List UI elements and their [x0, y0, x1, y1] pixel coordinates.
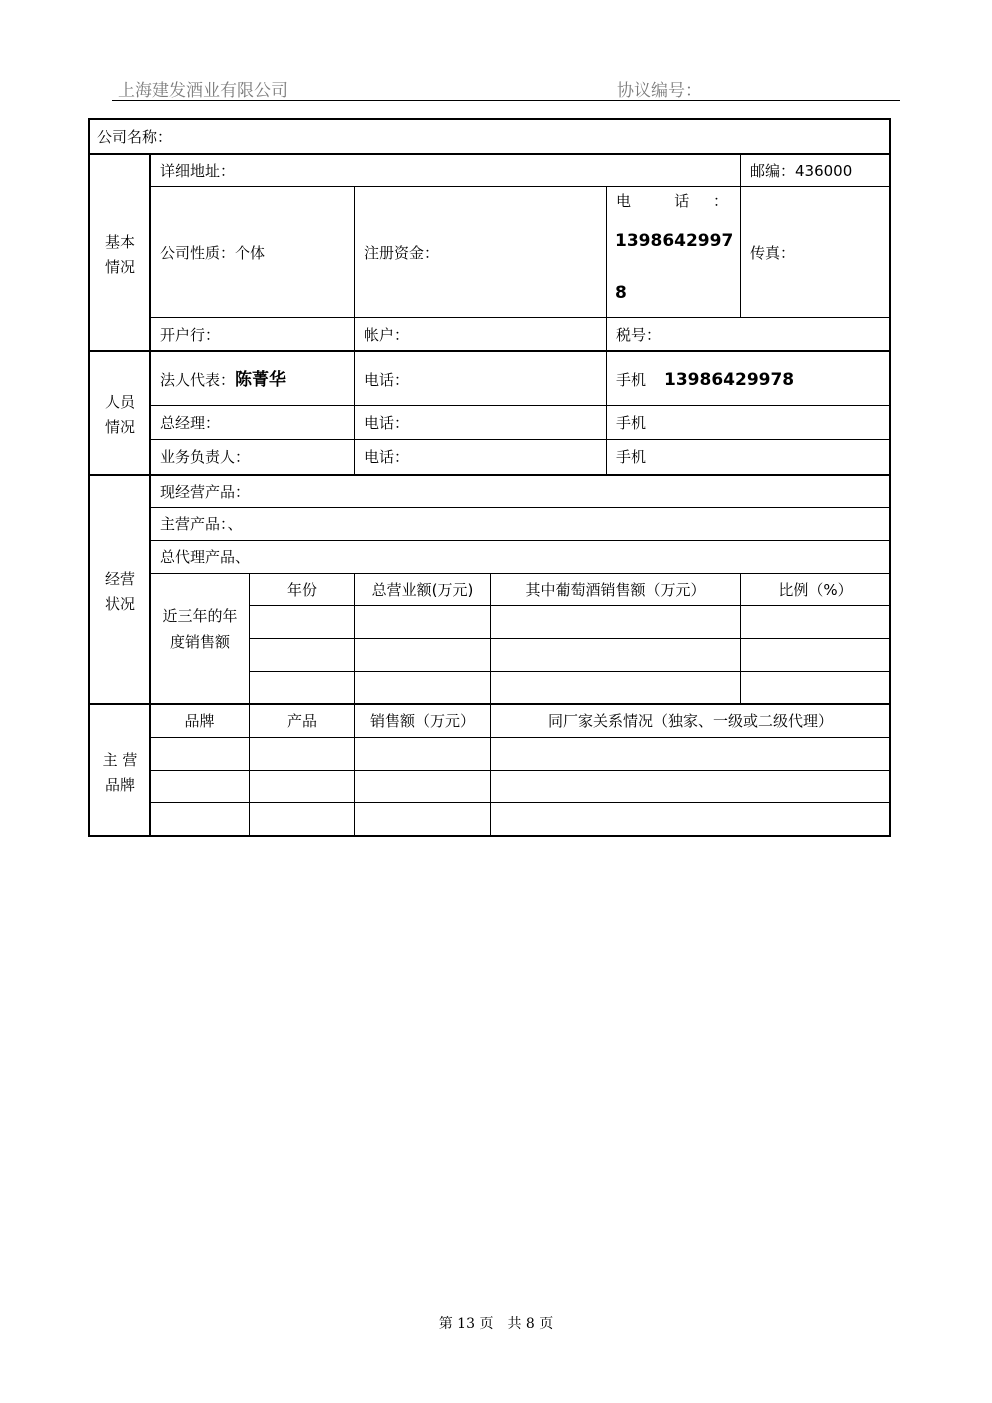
phone-label: 电 话 ： [616, 192, 728, 210]
col-divider [249, 573, 250, 837]
section-brands: 主 营品牌 [102, 751, 138, 794]
col-divider [740, 153, 741, 317]
gm-mobile-label: 手机 [616, 414, 647, 432]
bank-label: 开户行： [160, 326, 221, 344]
row-divider [150, 507, 891, 508]
row-divider [250, 671, 891, 672]
gm-phone-label: 电话： [364, 414, 410, 432]
legal-rep-label: 法人代表： [160, 371, 236, 389]
phone-value-line1: 1398642997 [615, 231, 734, 251]
mobile-label: 手机 [616, 371, 647, 389]
col-product: 产品 [286, 712, 317, 730]
header-rule [112, 100, 900, 101]
col-wine-sales: 其中葡萄酒销售额（万元） [525, 581, 706, 599]
address-label: 详细地址： [160, 162, 236, 180]
biz-head-mobile-label: 手机 [616, 448, 647, 466]
company-nature [160, 244, 265, 262]
section-personnel: 人员情况 [104, 393, 135, 436]
col-year: 年份 [286, 581, 317, 599]
col-ratio: 比例（%） [778, 581, 853, 599]
row-divider [150, 439, 891, 440]
biz-head-phone-label: 电话： [364, 448, 410, 466]
row-divider [150, 737, 891, 738]
legal-phone-label: 电话： [364, 371, 410, 389]
row-divider [150, 405, 891, 406]
phone-value-line2: 8 [615, 283, 627, 303]
company-name-label: 公司名称： [97, 128, 173, 146]
tax-label: 税号： [616, 326, 662, 344]
row-divider [150, 573, 891, 574]
col-brand: 品牌 [184, 712, 215, 730]
col-divider [149, 153, 151, 837]
fax-label: 传真： [750, 244, 796, 262]
section-basic: 基本情况 [104, 233, 135, 276]
header-company: 上海建发酒业有限公司 [118, 81, 288, 101]
sales-three-years-label: 近三年的年度销售额 [162, 607, 238, 651]
col-divider [354, 573, 355, 837]
col-total-revenue: 总营业额(万元) [371, 581, 474, 599]
col-divider [606, 186, 607, 474]
row-divider [150, 770, 891, 771]
gm-label: 总经理： [160, 414, 221, 432]
legal-rep [160, 371, 286, 389]
account-label: 帐户： [364, 326, 410, 344]
col-divider [354, 186, 355, 474]
nature-value: 个体 [235, 244, 266, 262]
col-sales: 销售额（万元） [369, 712, 475, 730]
legal-mobile-value: 13986429978 [664, 370, 795, 390]
postcode: 邮编：436000 [750, 162, 853, 180]
legal-rep-name: 陈菁华 [235, 370, 287, 390]
nature-label: 公司性质： [160, 244, 236, 262]
header-agreement-no: 协议编号： [617, 81, 702, 101]
agent-products-label: 总代理产品、 [160, 548, 251, 566]
main-products-label: 主营产品：、 [160, 515, 243, 533]
section-operation: 经营状况 [104, 570, 135, 613]
col-divider [490, 573, 491, 837]
capital-label: 注册资金： [364, 244, 440, 262]
section-divider [88, 474, 891, 476]
biz-head-label: 业务负责人： [160, 448, 251, 466]
row-divider [150, 540, 891, 541]
col-relationship: 同厂家关系情况（独家、一级或二级代理） [547, 712, 833, 730]
legal-mobile [616, 371, 794, 389]
row-divider [250, 638, 891, 639]
page-number: 第 13 页 共 8 页 [438, 1316, 554, 1332]
row-divider [150, 802, 891, 803]
section-divider [88, 350, 891, 352]
current-products-label: 现经营产品： [160, 483, 251, 501]
row-divider [88, 153, 891, 155]
row-divider [150, 317, 891, 318]
row-divider [150, 186, 891, 187]
row-divider [250, 605, 891, 606]
